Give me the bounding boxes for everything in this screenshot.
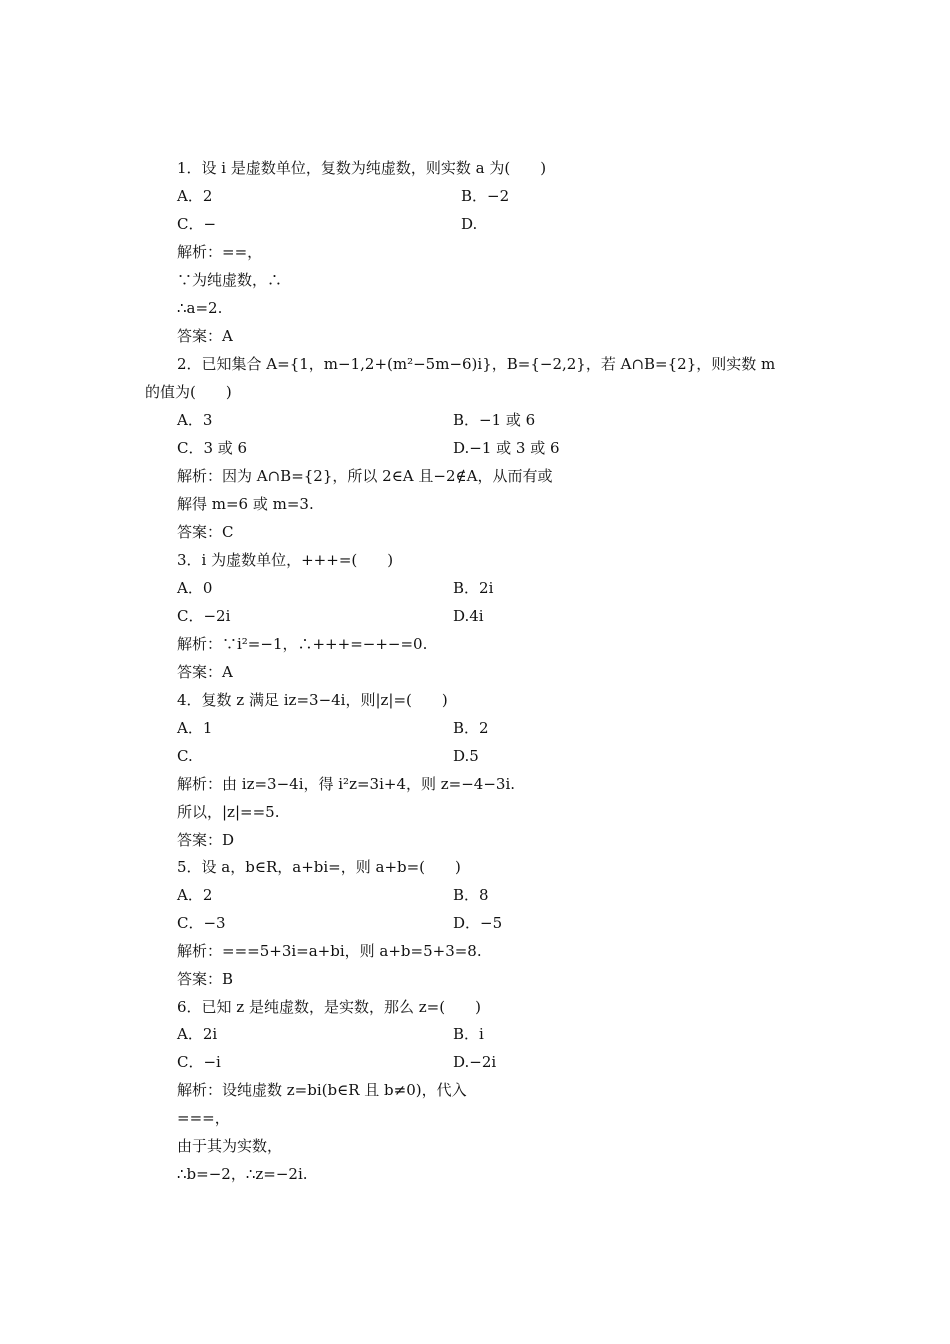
question-4-option-a: A．1 [177, 719, 213, 737]
question-3-solution-line: 解析：∵i²=−1，∴+++=−+−=0. [177, 635, 428, 653]
question-2-option-b: B．−1 或 6 [453, 411, 536, 429]
question-3-option-a: A．0 [177, 579, 213, 597]
question-4-answer: 答案：D [177, 831, 235, 849]
question-2-option-a: A．3 [177, 411, 213, 429]
question-5-stem: 5．设 a，b∈R，a+bi=，则 a+b=( ) [177, 858, 461, 876]
question-5-option-d: D．−5 [453, 914, 503, 932]
question-4-option-b: B．2 [453, 719, 489, 737]
question-3-option-d: D.4i [453, 607, 484, 625]
question-1-stem: 1．设 i 是虚数单位，复数为纯虚数，则实数 a 为( ) [177, 159, 547, 177]
question-2-answer: 答案：C [177, 523, 234, 541]
question-6-option-c: C．−i [177, 1053, 221, 1071]
question-1-option-d: D. [461, 215, 478, 233]
question-6-option-a: A．2i [177, 1025, 218, 1043]
question-2-stem: 2．已知集合 A={1，m−1,2+(m²−5m−6)i}，B={−2,2}，若 A∩B={2}，则实数 m [177, 355, 776, 373]
question-6-solution-line: 解析：设纯虚数 z=bi(b∈R 且 b≠0)，代入 [177, 1081, 467, 1099]
question-3-stem: 3．i 为虚数单位，+++=( ) [177, 551, 394, 569]
question-1-solution-line: ∴a=2. [177, 299, 223, 317]
question-5-solution-line: 解析：===5+3i=a+bi，则 a+b=5+3=8. [177, 942, 482, 960]
question-6-solution-line: ===， [177, 1109, 230, 1127]
question-3-option-b: B．2i [453, 579, 494, 597]
question-3-option-c: C．−2i [177, 607, 231, 625]
question-2-option-d: D.−1 或 3 或 6 [453, 439, 560, 457]
question-5-option-c: C．−3 [177, 914, 226, 932]
question-4-stem: 4．复数 z 满足 iz=3−4i，则|z|=( ) [177, 691, 448, 709]
question-5-answer: 答案：B [177, 970, 234, 988]
question-5-option-a: A．2 [177, 886, 213, 904]
question-2-option-c: C．3 或 6 [177, 439, 248, 457]
question-2-stem-continued: 的值为( ) [145, 383, 232, 401]
question-6-stem: 6．已知 z 是纯虚数，是实数，那么 z=( ) [177, 998, 481, 1016]
question-6-option-b: B．i [453, 1025, 484, 1043]
question-2-solution-line: 解得 m=6 或 m=3. [177, 495, 314, 513]
question-1-option-c: C．− [177, 215, 217, 233]
question-4-option-c: C. [177, 747, 193, 765]
question-6-solution-line: 由于其为实数， [177, 1137, 283, 1155]
question-1-solution-line: ∵为纯虚数，∴ [177, 271, 283, 289]
question-5-option-b: B．8 [453, 886, 489, 904]
question-6-solution-line: ∴b=−2，∴z=−2i. [177, 1165, 308, 1183]
question-4-solution-line: 所以，|z|==5. [177, 803, 280, 821]
question-4-option-d: D.5 [453, 747, 479, 765]
question-1-solution-line: 解析：==， [177, 243, 263, 261]
question-4-solution-line: 解析：由 iz=3−4i，得 i²z=3i+4，则 z=−4−3i. [177, 775, 516, 793]
question-1-option-b: B．−2 [461, 187, 510, 205]
question-1-answer: 答案：A [177, 327, 233, 345]
question-3-answer: 答案：A [177, 663, 233, 681]
question-2-solution-line: 解析：因为 A∩B={2}，所以 2∈A 且−2∉A，从而有或 [177, 467, 553, 485]
question-6-option-d: D.−2i [453, 1053, 497, 1071]
question-1-option-a: A．2 [177, 187, 213, 205]
